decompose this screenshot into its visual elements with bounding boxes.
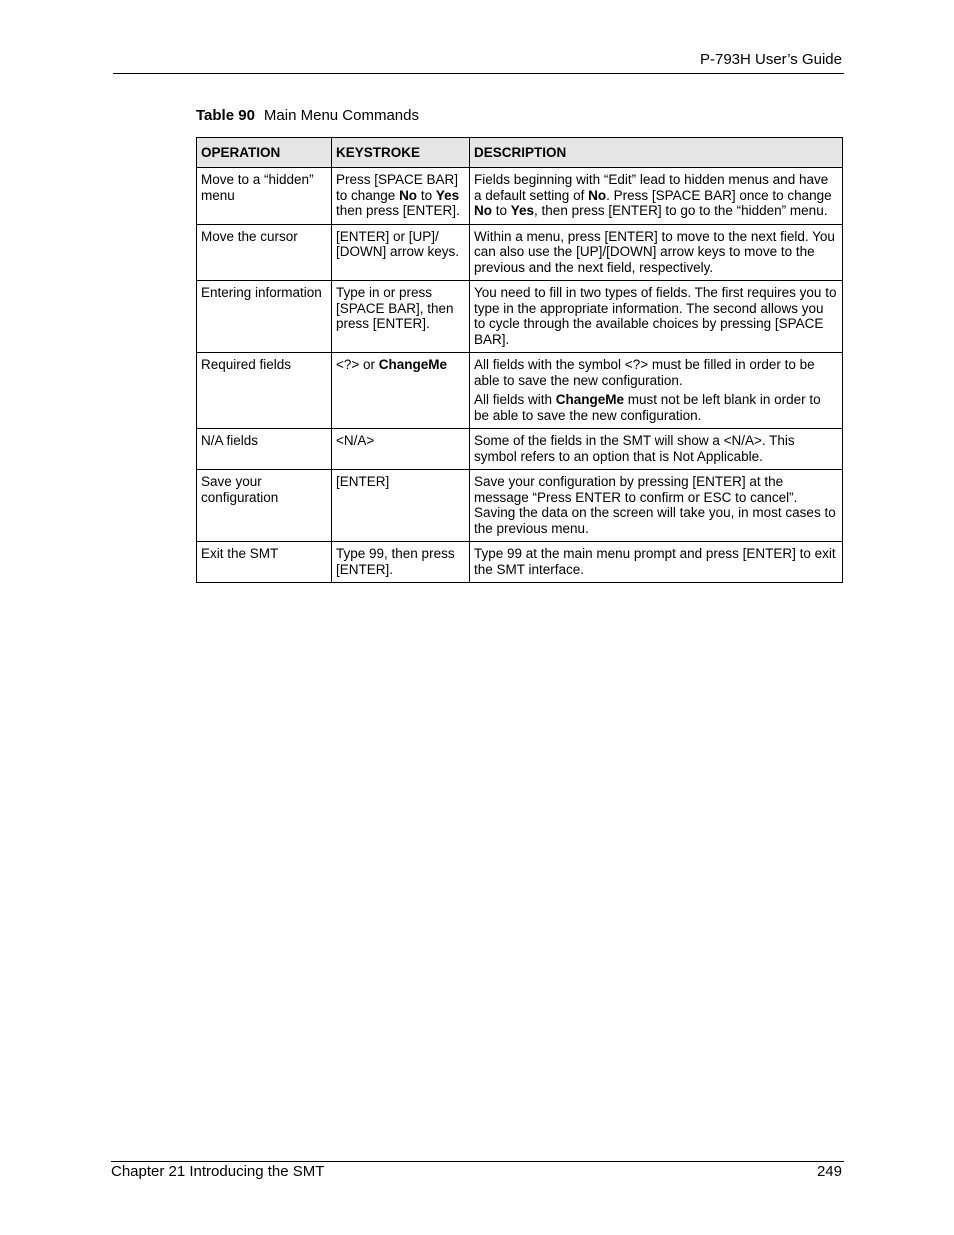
text-span: then press [ENTER].	[336, 203, 460, 218]
table-row	[197, 429, 843, 470]
footer-chapter: Chapter 21 Introducing the SMT	[111, 1163, 325, 1180]
keystroke-cell: Type 99, then press [ENTER].	[332, 542, 470, 583]
description-paragraph	[474, 392, 838, 423]
bold-text: ChangeMe	[555, 392, 625, 407]
description-cell	[470, 168, 843, 225]
table-row	[197, 542, 843, 583]
table-row	[197, 168, 843, 225]
text-span: All fields with	[474, 392, 556, 407]
column-header-description: DESCRIPTION	[470, 138, 843, 168]
text-span: must not be left blank in order to be able to save the new configuration.	[474, 392, 821, 423]
table-caption-label: Table 90	[196, 107, 255, 124]
text-span: Press [SPACE BAR] to change	[336, 172, 459, 203]
operation-cell: N/A fields	[197, 429, 332, 470]
operation-cell: Move the cursor	[197, 224, 332, 281]
table-row	[197, 281, 843, 353]
operation-cell: Required fields	[197, 353, 332, 429]
description-cell	[470, 353, 843, 429]
text-span: Fields beginning with “Edit” lead to hidden menus and have a default setting of	[474, 172, 829, 203]
text-span: <?> or	[336, 357, 379, 372]
table-header-row	[197, 138, 843, 168]
keystroke-cell: [ENTER]	[332, 470, 470, 542]
column-header-keystroke: KEYSTROKE	[332, 138, 470, 168]
table-caption-title: Main Menu Commands	[263, 107, 419, 124]
text-span: . Press [SPACE BAR] once to change	[606, 187, 832, 203]
keystroke-cell: [ENTER] or [UP]/ [DOWN] arrow keys.	[332, 224, 470, 281]
bold-text: No	[399, 187, 418, 203]
footer-rule	[111, 1161, 844, 1162]
header-rule	[113, 73, 844, 74]
table-row	[197, 224, 843, 281]
operation-cell: Move to a “hidden” menu	[197, 168, 332, 225]
guide-title: P-793H User’s Guide	[699, 51, 842, 68]
description-paragraph: All fields with the symbol <?> must be filled in order to be able to save the new configuration.	[474, 357, 815, 388]
text-span: to	[492, 203, 511, 218]
bold-text: ChangeMe	[378, 357, 448, 372]
bold-text: No	[474, 203, 492, 218]
description-cell: You need to fill in two types of fields. The first requires you to type in the appropriate information. The second allows you to cycle through the available choices by pressing [SPACE BAR].	[470, 281, 843, 353]
keystroke-cell: Type in or press [SPACE BAR], then press [ENTER].	[332, 281, 470, 353]
operation-cell: Exit the SMT	[197, 542, 332, 583]
keystroke-cell	[332, 168, 470, 225]
table-caption	[196, 107, 419, 124]
bold-text: No	[588, 187, 607, 203]
operation-cell: Save your configuration	[197, 470, 332, 542]
description-cell: Save your configuration by pressing [ENTER] at the message “Press ENTER to confirm or ESC to cancel”. Saving the data on the screen will take you, in most cases to the previous menu.	[470, 470, 843, 542]
description-cell: Some of the fields in the SMT will show a <N/A>. This symbol refers to an option that is Not Applicable.	[470, 429, 843, 470]
keystroke-cell	[332, 353, 470, 429]
column-header-operation: OPERATION	[197, 138, 332, 168]
description-cell: Within a menu, press [ENTER] to move to the next field. You can also use the [UP]/[DOWN] arrow keys to move to the previous and the next field, respectively.	[470, 224, 843, 281]
page-number: 249	[816, 1163, 842, 1180]
keystroke-cell: <N/A>	[332, 429, 470, 470]
bold-text: Yes	[510, 203, 535, 218]
text-span: , then press [ENTER] to go to the “hidden” menu.	[534, 203, 828, 218]
main-menu-commands-table	[196, 137, 843, 583]
table-row	[197, 353, 843, 429]
operation-cell: Entering information	[197, 281, 332, 353]
table-row	[197, 470, 843, 542]
description-cell: Type 99 at the main menu prompt and press [ENTER] to exit the SMT interface.	[470, 542, 843, 583]
text-span: to	[417, 187, 436, 203]
bold-text: Yes	[435, 187, 460, 203]
